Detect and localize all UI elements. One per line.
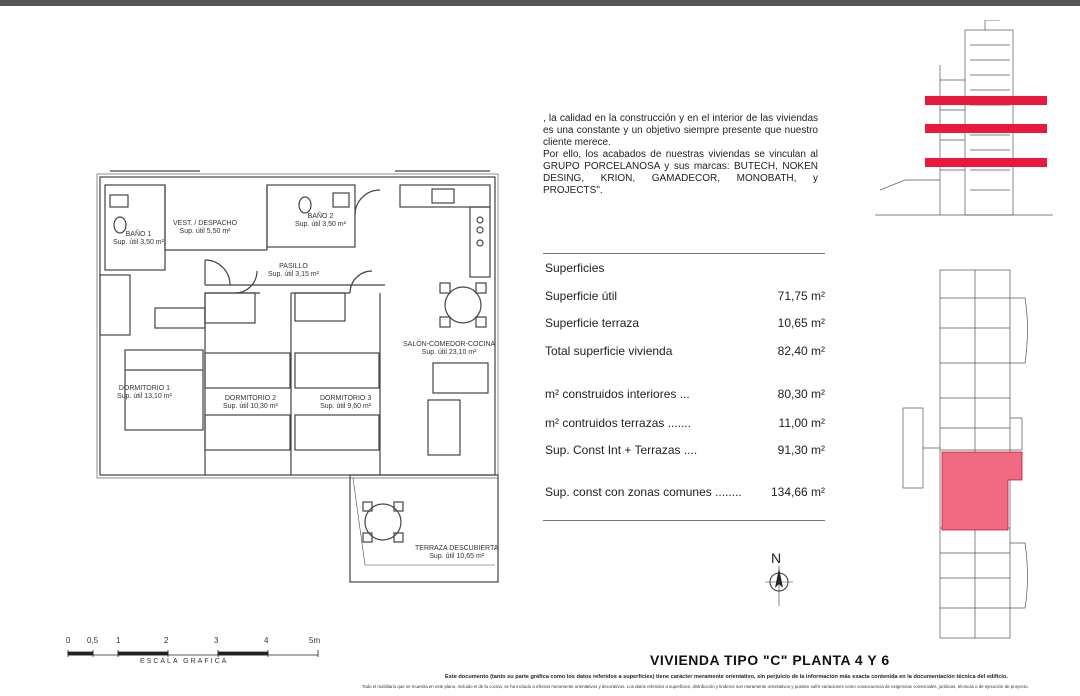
top-border	[0, 0, 1080, 6]
disclaimer-main: Este documento (tanto su parte gráfica como los datos referidos a superficies) tiene carácter meramente orientativo, sin perjuicio de la información más exacta contenida en la documentación técnica del edificio.	[445, 674, 1008, 680]
intro-paragraph: , la calidad en la construcción y en el interior de las viviendas es una constante y un objetivo siempre presente que nuestro cliente merece.	[543, 113, 818, 148]
room-name: DORMITORIO 1	[118, 385, 171, 392]
scale-tick: 5m	[309, 636, 321, 645]
superficie-row	[545, 416, 825, 432]
room-salon	[403, 341, 495, 357]
room-area: Sup. útil 10,65 m²	[429, 553, 485, 560]
room-name: VEST. / DESPACHO	[173, 220, 238, 227]
room-dormitorio-2	[223, 395, 278, 411]
scale-tick: 4	[264, 636, 269, 645]
room-area: Sup. útil 3,50 m²	[113, 239, 164, 246]
room-name: PASILLO	[279, 263, 308, 270]
row-label: Superficie útil	[545, 289, 618, 303]
superficie-row	[545, 387, 825, 403]
scale-tick: 0	[66, 636, 71, 645]
row-label: m² construidos interiores ...	[545, 387, 690, 401]
row-value: 82,40 m²	[777, 344, 825, 358]
room-dormitorio-1	[117, 385, 172, 401]
room-area: Sup. útil 13,10 m²	[117, 393, 172, 400]
superficie-row	[545, 485, 825, 501]
north-label: N	[771, 550, 782, 566]
room-bano-1	[113, 231, 164, 247]
key-plan	[900, 268, 1060, 640]
scale-tick: 3	[214, 636, 219, 645]
room-name: DORMITORIO 2	[224, 395, 277, 402]
north-arrow	[765, 550, 805, 610]
key-plan-drawing	[900, 268, 1060, 640]
north-arrow-icon	[765, 566, 805, 610]
room-bano-2	[295, 213, 346, 229]
superficies-title: Superficies	[545, 261, 605, 275]
elevation-drawing	[875, 20, 1055, 225]
row-label: Total superficie vivienda	[545, 344, 673, 358]
room-name: DORMITORIO 3	[320, 395, 372, 402]
room-vest-despacho	[173, 220, 237, 236]
room-name: BAÑO 2	[307, 213, 334, 220]
building-elevation	[875, 20, 1055, 225]
highlight-floor-bar	[925, 124, 1047, 133]
room-terraza	[415, 545, 498, 561]
row-label: Sup. const con zonas comunes ........	[545, 485, 742, 499]
room-name: BAÑO 1	[125, 231, 152, 238]
row-label: Sup. Const Int + Terrazas ....	[545, 443, 698, 457]
room-name: SALÓN-COMEDOR-COCINA	[403, 341, 496, 348]
disclaimer-furniture: Todo el mobiliario que se muestra en este plano, incluido el de la cocina, se ha incluido a efectos meramente orientativos y decorativos. Los datos referidos a superficies, distribución y linderos son meramente orientativos y pueden sufrir variaciones como consecuencia de exigencias comerciales, jurídicas, técnicas o de ejecución de proyecto.	[362, 684, 1029, 689]
scale-tick: 0,5	[87, 636, 99, 645]
room-pasillo	[268, 263, 319, 279]
room-area: Sup. útil 9,60 m²	[320, 403, 372, 410]
room-area: Sup. útil 3,15 m²	[268, 271, 319, 278]
scale-tick: 1	[116, 636, 121, 645]
row-label: m² contruidos terrazas .......	[545, 416, 692, 430]
row-value: 71,75 m²	[777, 289, 825, 303]
highlight-floor-bar	[925, 158, 1047, 167]
intro-paragraph: Por ello, los acabados de nuestras viviendas se vinculan al GRUPO PORCELANOSA y sus marcas: BUTECH, NOKEN DESING, KRION, GAMADECOR, MONOBATH, y PROJECTS".	[543, 149, 818, 196]
divider	[543, 520, 825, 521]
row-value: 134,66 m²	[770, 485, 825, 499]
room-area: Sup. útil 23,10 m²	[421, 349, 477, 356]
room-name: TERRAZA DESCUBIERTA	[415, 545, 499, 552]
superficie-row	[545, 443, 825, 459]
row-value: 10,65 m²	[777, 316, 825, 330]
row-label: Superficie terraza	[545, 316, 640, 330]
intro-text	[543, 113, 818, 197]
room-area: Sup. útil 5,50 m²	[179, 228, 231, 235]
room-area: Sup. útil 3,50 m²	[295, 221, 346, 228]
superficie-row	[545, 316, 825, 332]
superficie-row	[545, 289, 825, 305]
scale-caption: ESCALA GRAFICA	[140, 658, 229, 665]
divider	[543, 253, 825, 254]
row-value: 80,30 m²	[777, 387, 825, 401]
row-value: 91,30 m²	[777, 443, 825, 457]
highlight-floor-bar	[925, 96, 1047, 105]
floor-plan	[95, 165, 505, 585]
page-title: VIVIENDA TIPO "C" PLANTA 4 Y 6	[650, 652, 890, 668]
superficie-row	[545, 344, 825, 360]
room-dormitorio-3	[320, 395, 371, 411]
room-area: Sup. útil 10,30 m²	[223, 403, 278, 410]
row-value: 11,00 m²	[778, 416, 825, 430]
scale-tick: 2	[164, 636, 169, 645]
